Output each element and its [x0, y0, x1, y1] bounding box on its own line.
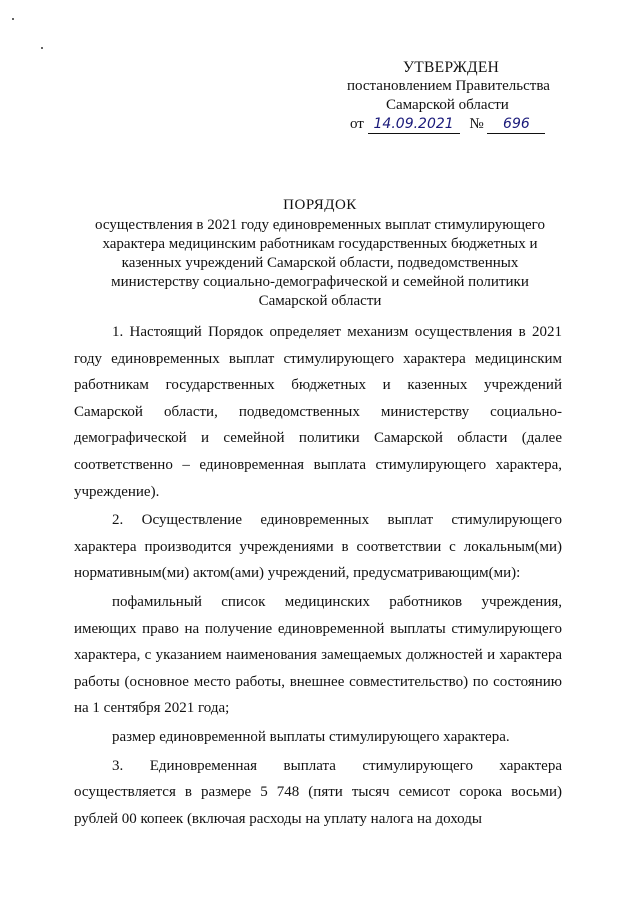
heading-line: казенных учреждений Самарской области, подведомственных	[121, 255, 519, 271]
approval-number: 696	[487, 116, 545, 134]
paragraph: 3. Единовременная выплата стимулирующего характера осуществляется в размере 5 748 (пяти тысяч семисот сорока восьми) рублей 00 копеек (включая расходы на уплату налога на доходы	[74, 757, 562, 827]
approval-line-1: постановлением Правительства	[347, 78, 550, 94]
heading-line: министерству социально-демографической и семейной политики	[111, 274, 529, 290]
scan-speck	[41, 47, 43, 49]
approval-date: 14.09.2021	[368, 116, 460, 134]
from-label: от	[350, 116, 364, 132]
heading-line: характера медицинским работникам государственных бюджетных и	[102, 236, 538, 252]
heading-title: ПОРЯДОК	[283, 197, 357, 213]
paragraph: 2. Осуществление единовременных выплат стимулирующего характера производится учреждениями в соответствии с локальным(ми) нормативным(ми) актом(ами) учреждений, предусматривающим(ми):	[74, 512, 562, 582]
approval-line-2: Самарской области	[386, 97, 509, 113]
paragraph: 1. Настоящий Порядок определяет механизм осуществления в 2021 году единовременных выплат стимулирующего характера медицинским работникам государственных бюджетных и казенных учреждений Самарской области, подведомственных министерству социально-демографической и семейной политики Самарской области (далее соответственно – единовременная выплата стимулирующего характера, учреждение).	[74, 324, 562, 500]
document-body	[74, 319, 562, 832]
heading-line: осуществления в 2021 году единовременных выплат стимулирующего	[95, 217, 545, 233]
number-label: №	[469, 116, 484, 132]
paragraph: пофамильный список медицинских работников учреждения, имеющих право на получение единовременной выплаты стимулирующего характера, с указанием наименования замещаемых должностей и характера работы (основное место работы, внешнее совместительство) по состоянию на 1 сентября 2021 года;	[74, 593, 562, 717]
heading-line: Самарской области	[258, 293, 382, 309]
approval-title: УТВЕРЖДЕН	[403, 59, 500, 76]
scan-speck	[12, 18, 14, 20]
document-heading	[60, 196, 580, 311]
approval-date-number-line	[350, 115, 545, 134]
paragraph: размер единовременной выплаты стимулирующего характера.	[112, 728, 510, 745]
